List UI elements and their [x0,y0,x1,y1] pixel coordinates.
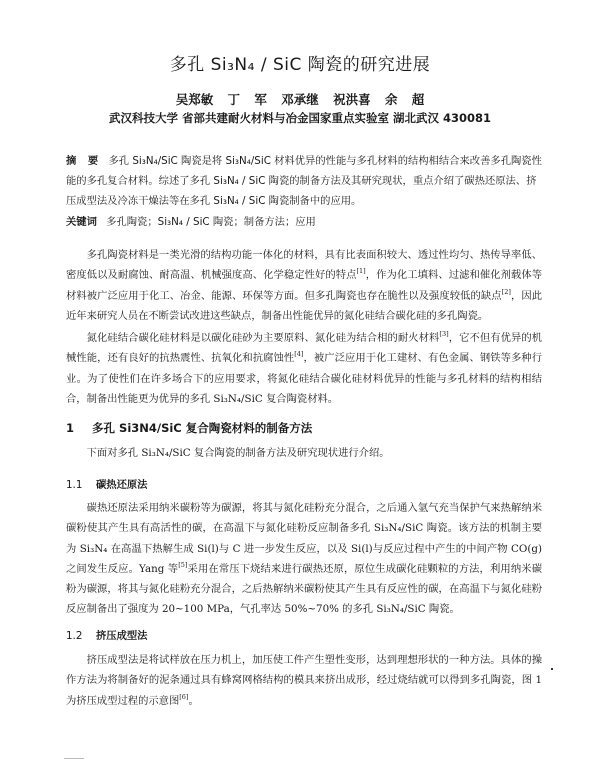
keywords-text: 多孔陶瓷；Si₃N₄ / SiC 陶瓷；制备方法；应用 [106,216,316,228]
carbothermal-paragraph: 碳热还原法采用纳米碳粉等为碳源，将其与氮化硅粉充分混合，之后通入氩气充当保护气来热解纳米碳粉使其产生具有高活性的碳，在高温下与氮化硅粉反应制备多孔 Si₃N₄/SiC 陶瓷。该方法的机制主要为 Si₃N₄ 在高温下热解生成 Si(l)与 C 进一步发生反应，以及 Si(l)与反应过程中产生的中间产物 CO(g)之间发生反应。Yang 等[5]采用在常压下烧结来进行碳热还原，原位生成碳化硅颗粒的方法，利用纳米碳粉为碳源，将其与氮化硅粉充分混合，之后热解纳米碳粉使其产生具有反应性的碳，在高温下与氮化硅粉反应制备出了强度为 20~100 MPa，气孔率达 50%~70% 的多孔 Si₃N₄/SiC 陶瓷。 [66,502,542,616]
affiliation: 武汉科技大学 省部共建耐火材料与冶金国家重点实验室 湖北武汉 430081 [108,111,492,125]
abstract-text: 多孔 Si₃N₄/SiC 陶瓷是将 Si₃N₄/SiC 材料优异的性能与多孔材料的结构相结合来改善多孔陶瓷性能的多孔复合材料。综述了多孔 Si₃N₄ / SiC 陶瓷的制备方法及其研究现状，重点介绍了碳热还原法、挤压成型法及冷冻干燥法等在多孔 Si₃N₄ / SiC 陶瓷制备中的应用。 [66,155,542,207]
author-list: 吴郑敏 丁 军 邓承继 祝洪喜 余 超 [175,92,425,107]
subsection-title: 挤压成型法 [95,630,148,642]
abstract-label: 摘 要 [66,155,103,167]
intro-paragraph-2: 氮化硅结合碳化硅材料是以碳化硅砂为主要原料、氮化硅为结合相的耐火材料[3]，它不但有优异的机械性能，还有良好的抗热震性、抗氧化和抗腐蚀性[4]，被广泛应用于化工建材、有色金属、钢铁等多种行业。为了使性们在许多场合下的应用要求，将氮化硅结合碳化硅材料优异的性能与多孔材料的结构相结合，制备出性能更为优异的多孔 Si₃N₄/SiC 复合陶瓷材料。 [66,330,543,405]
section-title: 多孔 Si3N4/SiC 复合陶瓷材料的制备方法 [92,421,313,435]
keywords [66,212,542,232]
subsection-heading-1-2 [66,627,147,642]
section-number: 1 [66,421,75,435]
paper-title: 多孔 Si₃N₄ / SiC 陶瓷的研究进展 [169,55,431,75]
subsection-title: 碳热还原法 [95,479,148,491]
intro-paragraph-1: 多孔陶瓷材料是一类光滑的结构功能一体化的材料，具有比表面积较大、透过性均匀、热传导率低、密度低以及耐腐蚀、耐高温、机械强度高、化学稳定性好的特点[1]，作为化工填料、过滤和催化剂载体等材料被广泛应用于化工、冶金、能源、环保等方面。但多孔陶瓷也存在脆性以及强度较低的缺点[2]，因此近年来研究人员在不断尝试改进这些缺点，制备出性能优异的氮化硅结合碳化硅的多孔陶瓷。 [66,249,543,322]
keywords-label: 关键词 [66,216,97,228]
footer-rule [64,758,84,759]
section-heading-1 [66,420,312,436]
abstract [66,151,542,211]
section-intro-paragraph: 下面对多孔 Si₃N₄/SiC 复合陶瓷的制备方法及研究现状进行介绍。 [86,447,390,459]
subsection-number: 1.2 [66,630,83,642]
subsection-heading-1-1 [66,476,147,491]
extrusion-paragraph: 挤压成型法是将试样放在压力机上，加压使工件产生塑性变形，达到理想形状的一种方法。具体的操作方法为将制备好的泥条通过具有蜂窝网格结构的模具来挤出成形，经过烧结就可以得到多孔陶瓷，图 1 为挤压成型过程的示意图[6]。 [66,654,542,707]
subsection-number: 1.1 [66,479,83,491]
scan-artifact-dot [551,668,553,670]
